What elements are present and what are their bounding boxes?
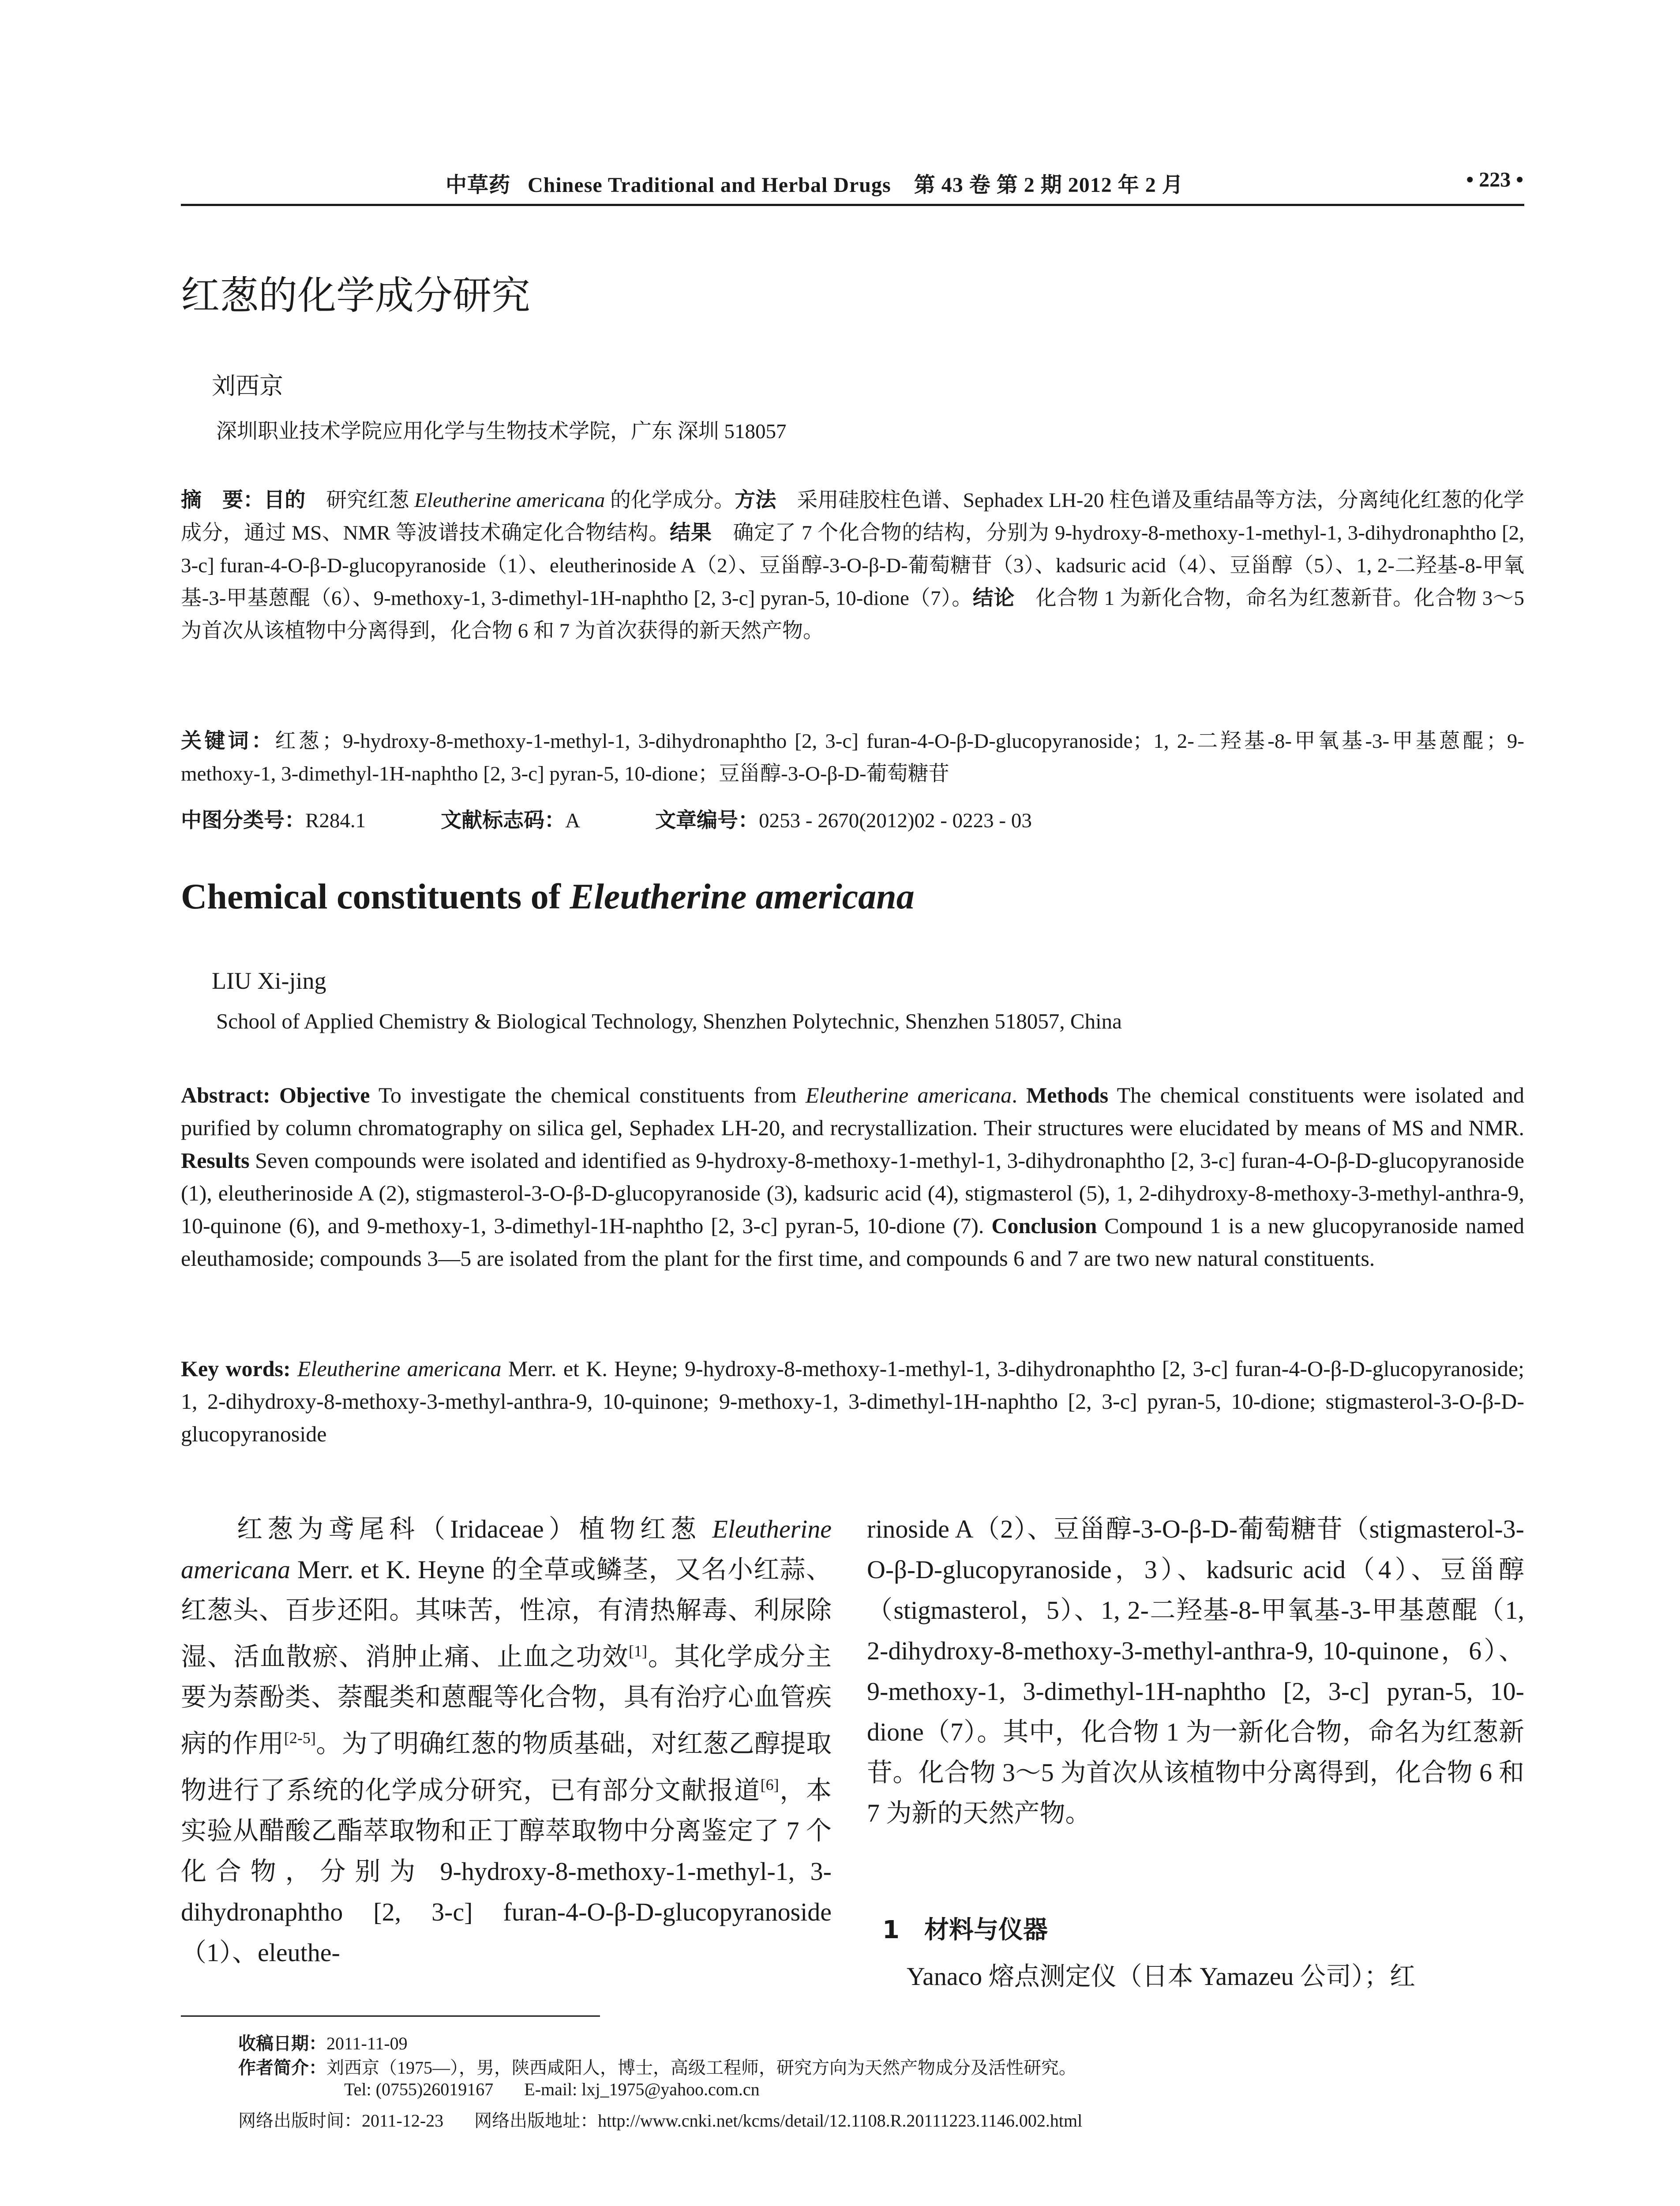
footnote-online — [238, 2107, 1082, 2132]
page-number: • 223 • — [1466, 168, 1523, 191]
keywords-label-cn: 关键词： — [181, 729, 275, 753]
journal-header — [446, 168, 1184, 198]
body-column-left — [181, 1509, 832, 2003]
keywords-label-en: Key words: — [181, 1356, 298, 1381]
objective-text-cn-end: 的化学成分。 — [605, 489, 735, 512]
author-bio-label: 作者简介： — [238, 2058, 326, 2078]
citation-6: [6] — [760, 1775, 779, 1793]
article-no-value: 0253 - 2670(2012)02 - 0223 - 03 — [759, 809, 1032, 832]
intro-text-continued: rinoside A（2）、豆甾醇-3-O-β-D-葡萄糖苷（stigmasterol-3-O-β-D-glucopyranoside，3）、kadsuric acid（4）、豆甾醇（stigmasterol，5）、1, 2-二羟基-8-甲氧基-3-甲基蒽醌（1, 2-dihydroxy-8-methoxy-3-methyl-anthra-9, 10-quinone，6）、9-methoxy-1, 3-dimethyl-1H-naphtho [2, 3-c] pyran-5, 10-dione（7）。其中，化合物 1 为一新化合物，命名为红葱新苷。化合物 3～5 为首次从该植物中分离得到，化合物 6 和 7 为新的天然产物。 — [867, 1515, 1524, 1827]
classification-line — [181, 804, 1032, 833]
title-en-species: Eleutherine americana — [570, 876, 915, 916]
objective-text-cn: 研究红葱 — [305, 489, 415, 512]
intro-species: Eleutherine americana — [181, 1515, 832, 1584]
conclusion-text-en: Compound 1 is a new glucopyranoside named eleuthamoside; compounds 3—5 are isolated from the plant for the first time, and compounds 6 and 7 are two new natural constituents. — [181, 1213, 1524, 1271]
conclusion-label-cn: 结论 — [972, 586, 1015, 610]
intro-text: 红葱为鸢尾科（Iridaceae）植物红葱 — [232, 1515, 712, 1543]
abstract-label-cn: 摘 要： — [181, 488, 264, 512]
journal-issue: 第 43 卷 第 2 期 2012 年 2 月 — [914, 173, 1184, 197]
citation-1: [1] — [629, 1642, 648, 1660]
article-no-label: 文章编号： — [655, 808, 759, 833]
received-label: 收稿日期： — [238, 2033, 326, 2054]
methods-text-cn: 采用硅胶柱色谱、Sephadex LH-20 柱色谱及重结晶等方法，分离纯化红葱的化学成分，通过 MS、NMR 等波谱技术确定化合物结构。 — [181, 489, 1525, 544]
intro-text-c: 。其化学成分主要为萘酚类、萘醌类和蒽醌等化合物，具有治疗心血管疾病的作用 — [181, 1642, 832, 1758]
objective-text-en: To investigate the chemical constituents from — [370, 1083, 806, 1107]
doc-code-value: A — [565, 809, 581, 832]
keywords-text-en: Merr. et K. Heyne; 9-hydroxy-8-methoxy-1-methyl-1, 3-dihydronaphtho [2, 3-c] furan-4-O-β-D-glucopyranoside; 1, 2-dihydroxy-8-methoxy-3-methyl-anthra-9, 10-quinone; 9-methoxy-1, 3-dimethyl-1H-naphtho [2, 3-c] pyran-5, 10-dione; stigmasterol-3-O-β-D-glucopyranoside — [181, 1356, 1524, 1446]
results-text-en: Seven compounds were isolated and identified as 9-hydroxy-8-methoxy-1-methyl-1, 3-dihydronaphtho [2, 3-c] furan-4-O-β-D-glucopyranoside (1), eleutherinoside A (2), stigmasterol-3-O-β-D-glucopyranoside (3), kadsuric acid (4), stigmasterol (5), 1, 2-dihydroxy-8-methoxy-3-methyl-anthra-9, 10-quinone (6), and 9-methoxy-1, 3-dimethyl-1H-naphtho [2, 3-c] pyran-5, 10-dione (7). — [181, 1148, 1524, 1238]
article-title-cn: 红葱的化学成分研究 — [181, 273, 531, 318]
author-email: E-mail: lxj_1975@yahoo.com.cn — [524, 2079, 760, 2099]
keywords-text-cn: 红葱；9-hydroxy-8-methoxy-1-methyl-1, 3-dihydronaphtho [2, 3-c] furan-4-O-β-D-glucopyranoside；1, 2-二羟基-8-甲氧基-3-甲基蒽醌；9-methoxy-1, 3-dimethyl-1H-naphtho [2, 3-c] pyran-5, 10-dione；豆甾醇-3-O-β-D-葡萄糖苷 — [181, 730, 1524, 785]
objective-label-cn: 目的 — [264, 488, 306, 512]
results-text-cn: 确定了 7 个化合物的结构，分别为 9-hydroxy-8-methoxy-1-methyl-1, 3-dihydronaphtho [2, 3-c] furan-4-O-β-D-glucopyranoside（1）、eleutherinoside A（2）、豆甾醇-3-O-β-D-葡萄糖苷（3）、kadsuric acid（4）、豆甾醇（5）、1, 2-二羟基-8-甲氧基-3-甲基蒽醌（6）、9-methoxy-1, 3-dimethyl-1H-naphtho [2, 3-c] pyran-5, 10-dione（7）。 — [181, 521, 1524, 610]
species-name-en: Eleutherine americana — [805, 1083, 1012, 1107]
footnote-rule — [181, 2015, 600, 2017]
methods-text-en: The chemical constituents were isolated and purified by column chromatography on silica gel, Sephadex LH-20, and recrystallization. Their structures were elucidated by means of MS and NMR. — [181, 1083, 1524, 1140]
author-bio: 刘西京（1975—），男，陕西咸阳人，博士，高级工程师，研究方向为天然产物成分及活性研究。 — [326, 2058, 1076, 2078]
results-label-cn: 结果 — [670, 521, 712, 545]
author-tel: Tel: (0755)26019167 — [344, 2079, 494, 2099]
footnote-received — [238, 2030, 408, 2055]
footnote-contact — [344, 2079, 760, 2100]
keywords-species-en: Eleutherine americana — [297, 1356, 502, 1381]
affiliation-en: School of Applied Chemistry & Biological Technology, Shenzhen Polytechnic, Shenzhen 518057, China — [216, 1009, 1122, 1033]
citation-2-5: [2-5] — [284, 1729, 316, 1747]
species-name: Eleutherine americana — [414, 489, 605, 512]
conclusion-text-cn: 化合物 1 为新化合物，命名为红葱新苷。化合物 3～5 为首次从该植物中分离得到，化合物 6 和 7 为首次获得的新天然产物。 — [181, 587, 1525, 642]
online-time: 2011-12-23 — [362, 2111, 444, 2131]
methods-label-cn: 方法 — [735, 488, 776, 512]
online-url-label: 网络出版地址： — [474, 2111, 598, 2131]
body-column-right — [867, 1509, 1524, 1941]
objective-text-en-end: . — [1012, 1083, 1017, 1107]
article-title-en — [181, 876, 915, 917]
abstract-cn — [181, 484, 1524, 713]
journal-name-cn: 中草药 — [446, 173, 511, 197]
online-url: http://www.cnki.net/kcms/detail/12.1108.R.20111223.1146.002.html — [598, 2111, 1083, 2131]
intro-text-b: Merr. et K. Heyne 的全草或鳞茎，又名小红蒜、红葱头、百步还阳。其味苦，性凉，有清热解毒、利尿除湿、活血散瘀、消肿止痛、止血之功效 — [181, 1555, 832, 1671]
author-en: LIU Xi-jing — [212, 968, 326, 994]
header-rule — [181, 204, 1524, 206]
online-time-label: 网络出版时间： — [238, 2111, 362, 2131]
title-en-text: Chemical constituents of — [181, 876, 570, 916]
author-cn: 刘西京 — [212, 373, 283, 399]
affiliation-cn: 深圳职业技术学院应用化学与生物技术学院，广东 深圳 518057 — [216, 420, 787, 443]
intro-text-e: ，本实验从醋酸乙酯萃取物和正丁醇萃取物中分离鉴定了 7 个化合物，分别为 9-hydroxy-8-methoxy-1-methyl-1, 3-dihydronaphtho [2, 3-c] furan-4-O-β-D-glucopyranoside（1）、eleuthe- — [181, 1775, 832, 1967]
section-heading-1: 1 材料与仪器 — [882, 1916, 1048, 1944]
intro-text-d: 。为了明确红葱的物质基础，对红葱乙醇提取物进行了系统的化学成分研究，已有部分文献报道 — [181, 1729, 832, 1805]
results-label-en: Results — [181, 1148, 250, 1173]
clc-label: 中图分类号： — [181, 808, 305, 833]
methods-label-en: Methods — [1017, 1083, 1109, 1107]
journal-name-en: Chinese Traditional and Herbal Drugs — [528, 173, 891, 197]
received-date: 2011-11-09 — [326, 2033, 408, 2053]
keywords-cn — [181, 725, 1524, 791]
keywords-en — [181, 1352, 1524, 1454]
abstract-label-en: Abstract: Objective — [181, 1083, 370, 1107]
section-1-text: Yanaco 熔点测定仪（日本 Yamazeu 公司）；红 — [907, 1962, 1415, 1991]
abstract-en — [181, 1079, 1524, 1343]
clc-value: R284.1 — [305, 809, 366, 832]
doc-code-label: 文献标志码： — [441, 808, 566, 833]
conclusion-label-en: Conclusion — [984, 1213, 1097, 1238]
footnote-author — [238, 2054, 1076, 2079]
